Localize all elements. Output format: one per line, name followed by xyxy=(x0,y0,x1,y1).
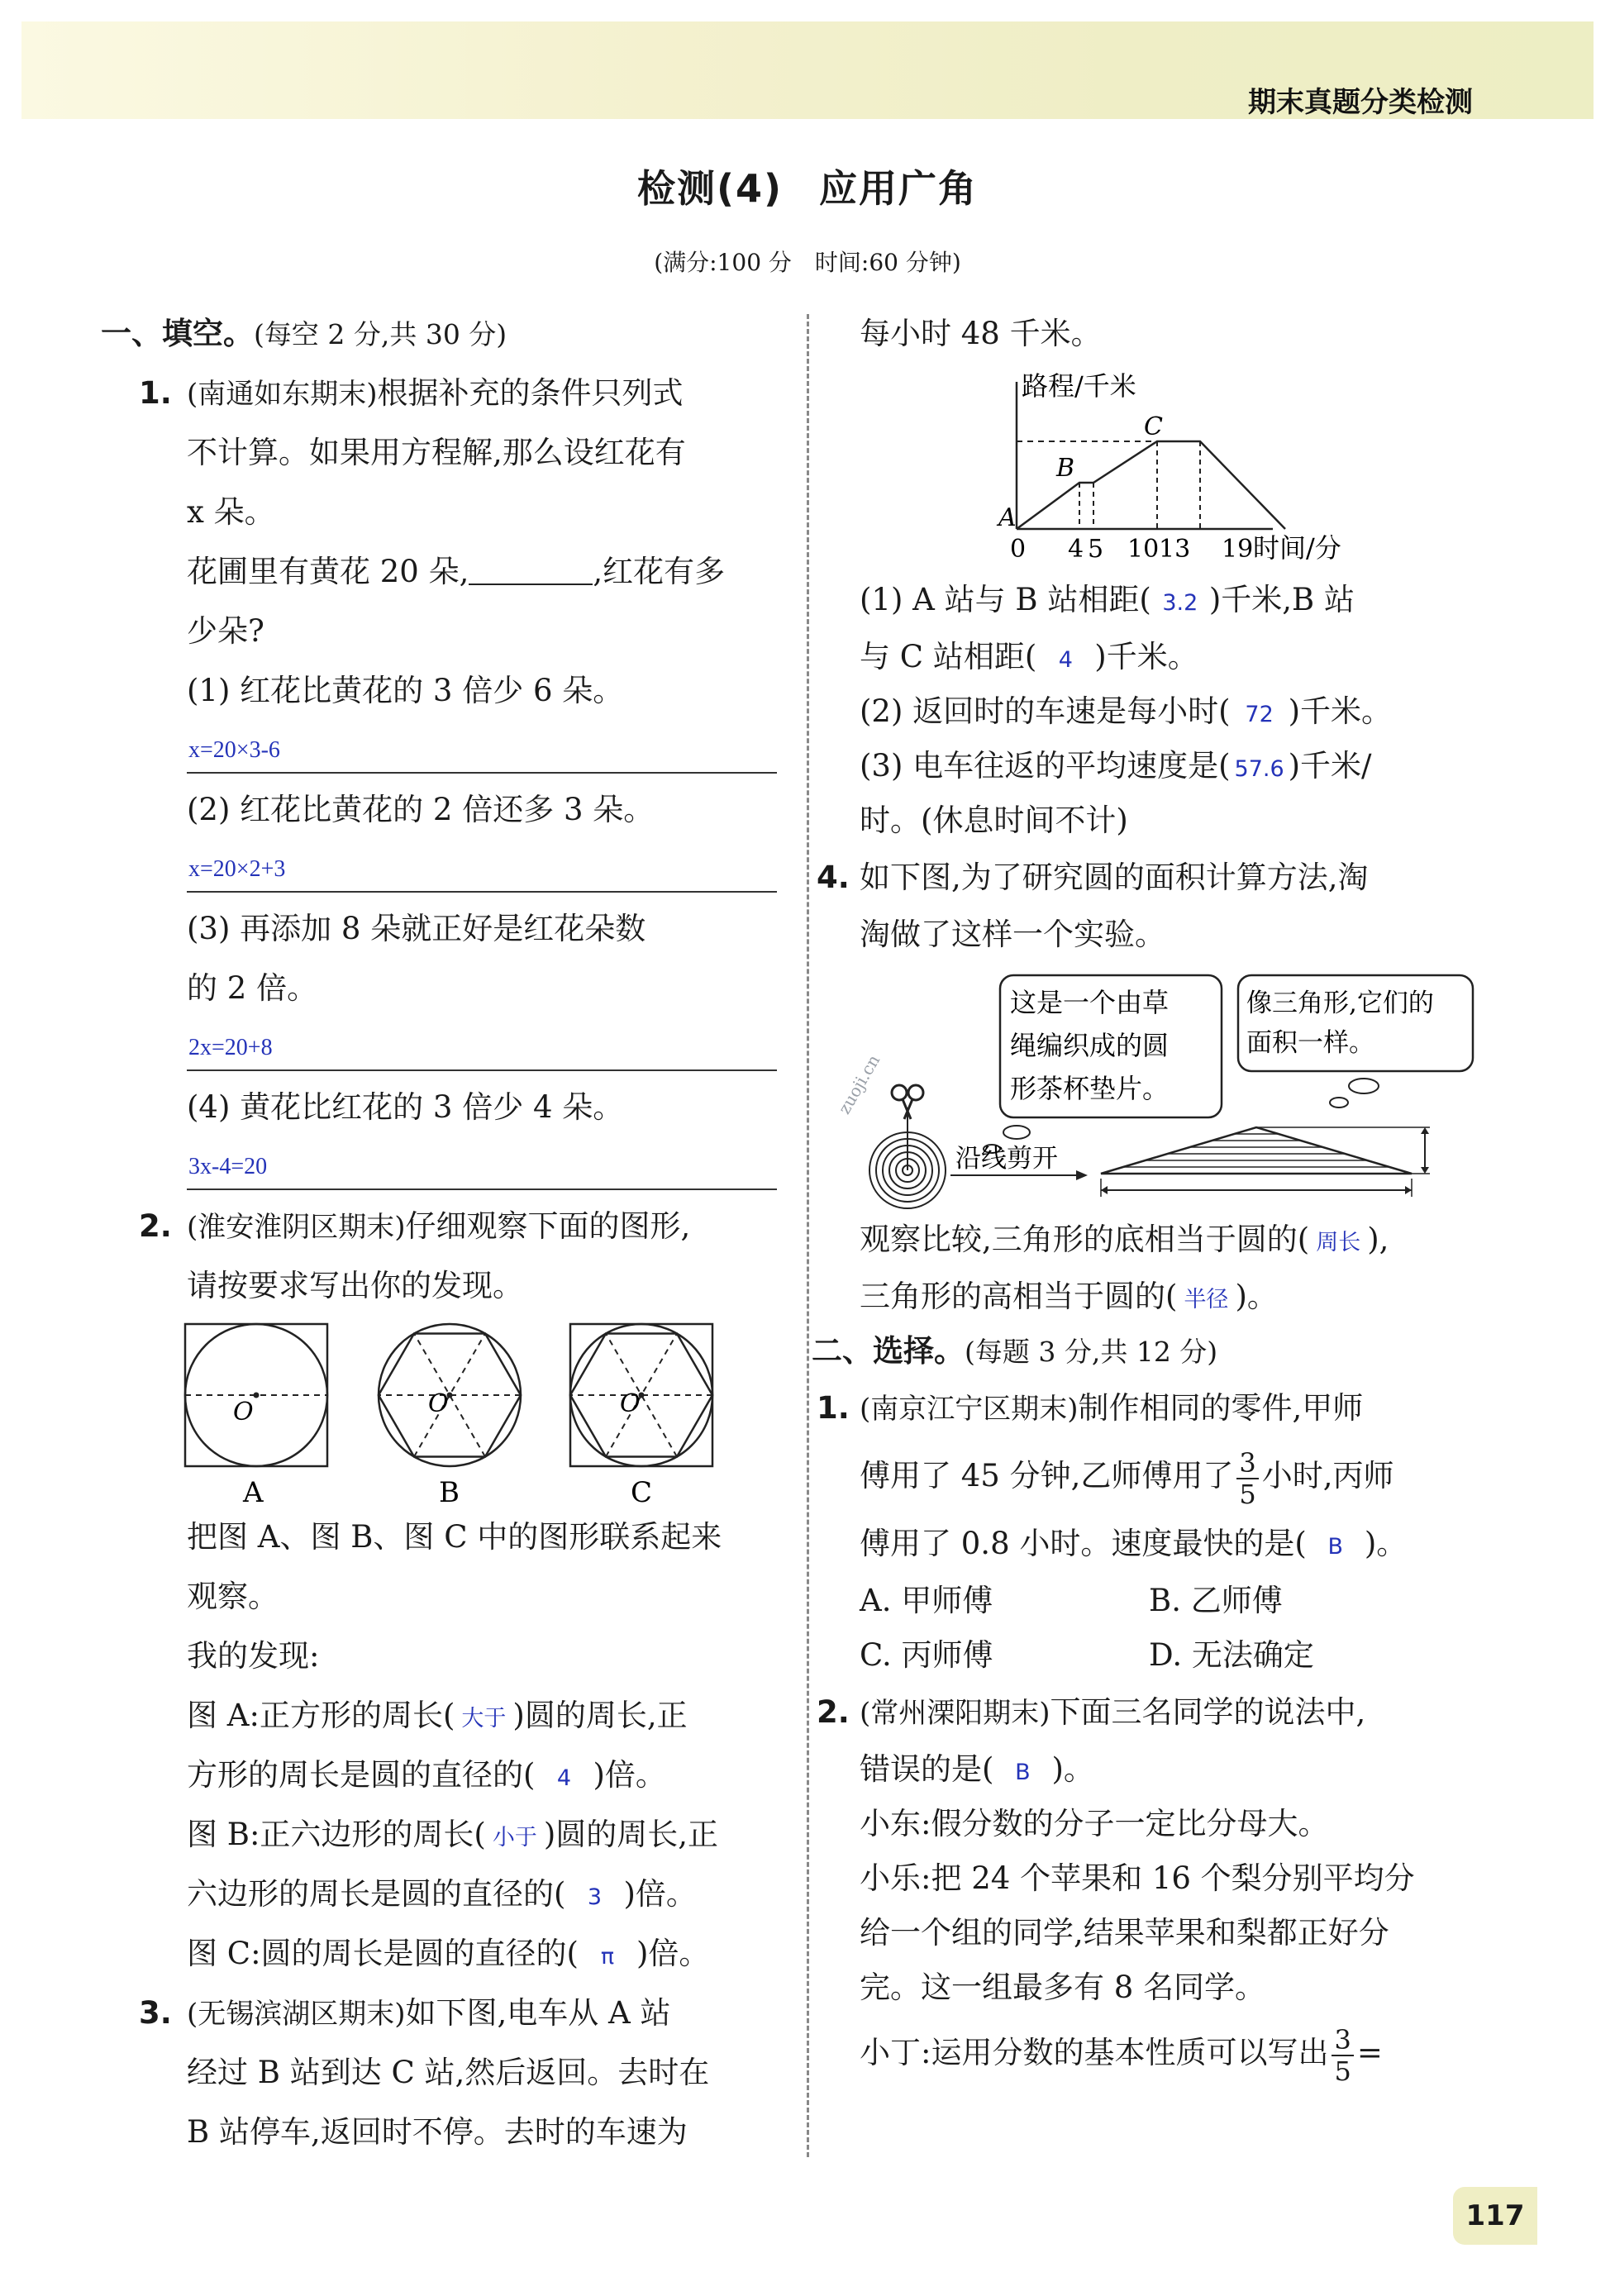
q1-source: (南通如东期末) xyxy=(187,378,378,411)
q3-line2: 经过 B 站到达 C 站,然后返回。去时在 xyxy=(187,2055,710,2090)
q2-lineA1 xyxy=(149,1686,777,1746)
q1-line4 xyxy=(149,542,777,602)
q1-text4a: 花圃里有黄花 20 朵, xyxy=(187,554,469,589)
q1-answer1 xyxy=(187,721,777,780)
q4-ans2: 半径 xyxy=(1184,1287,1229,1312)
c2-line6: 完。这一组最多有 8 名同学。 xyxy=(860,1970,1266,2005)
c1-frac-den: 5 xyxy=(1239,1478,1256,1510)
q3-line3: B 站停车,返回时不停。去时的车速为 xyxy=(187,2114,688,2150)
q3-text1: 如下图,电车从 A 站 xyxy=(405,1995,671,2031)
q3-sub3-post: )千米/ xyxy=(1288,748,1372,784)
page-title xyxy=(0,159,1615,213)
q1-sub4: (4) 黄花比红花的 3 倍少 4 朵。 xyxy=(187,1089,624,1125)
graph-tick-19: 19 xyxy=(1222,535,1254,564)
q3-sub1-pre: (1) A 站与 B 站相距( xyxy=(860,582,1151,617)
coaster-circle xyxy=(869,1108,946,1208)
c1-text2a: 傅用了 45 分钟,乙师傅用了 xyxy=(860,1458,1234,1493)
q2-figures xyxy=(182,1316,777,1508)
bubble-2 xyxy=(1238,975,1473,1108)
q3-ans2: 72 xyxy=(1245,702,1274,727)
q1-line5: 少朵? xyxy=(187,613,264,649)
q1-answer2 xyxy=(187,840,777,899)
q2-source: (淮安淮阴区期末) xyxy=(187,1211,406,1244)
q4-text3b: ), xyxy=(1367,1222,1389,1257)
section2-title: 二、选择。 xyxy=(812,1333,965,1369)
q2-line2: 请按要求写出你的发现。 xyxy=(187,1268,523,1303)
c1-line1 xyxy=(817,1379,1475,1438)
graph-tick-13: 13 xyxy=(1159,535,1191,564)
c2-text2b: )。 xyxy=(1051,1751,1094,1787)
q4-text4b: )。 xyxy=(1235,1279,1278,1314)
q2-a2-pre: 方形的周长是圆的直径的( xyxy=(187,1757,536,1793)
header-label: 期末真题分类检测 xyxy=(1248,86,1473,119)
bubble2-line1: 像三角形,它们的 xyxy=(1246,988,1434,1018)
c1-line3 xyxy=(860,1514,1475,1574)
c1-text2b: 小时,丙师 xyxy=(1261,1458,1394,1493)
q2-a1-pre: 图 A:正方形的周长( xyxy=(187,1698,455,1733)
bubble1-line1: 这是一个由草 xyxy=(1010,987,1170,1018)
q2-line4: 观察。 xyxy=(187,1579,279,1614)
q4-ans1: 周长 xyxy=(1316,1230,1361,1255)
q3-sub3-pre: (3) 电车往返的平均速度是( xyxy=(860,748,1231,784)
graph-xlabel: 时间/分 xyxy=(1253,532,1341,564)
graph-point-b: B xyxy=(1056,454,1075,483)
q2-c1-answer: π xyxy=(600,1944,615,1970)
c2-line2 xyxy=(860,1742,1475,1797)
q2-b1-post: )圆的周长,正 xyxy=(543,1817,719,1852)
c2-number: 2. xyxy=(817,1694,850,1730)
q2-number: 2. xyxy=(139,1208,172,1244)
c1-options-row2 xyxy=(860,1628,1475,1683)
q4-line3 xyxy=(860,1210,1475,1269)
q2-figures-svg xyxy=(182,1316,777,1508)
q1-answer3 xyxy=(187,1018,777,1078)
q3-graph-svg xyxy=(860,364,1471,570)
c2-text2a: 错误的是( xyxy=(860,1751,994,1787)
q1-text1: 根据补充的条件只列式 xyxy=(377,375,684,411)
q2-lineC1 xyxy=(149,1924,777,1984)
c1-options-row1 xyxy=(860,1574,1475,1628)
q3-ans1a: 3.2 xyxy=(1162,590,1198,616)
q2-line5: 我的发现: xyxy=(187,1638,320,1674)
c1-line2 xyxy=(860,1438,1475,1514)
q3-number: 3. xyxy=(139,1995,172,2031)
section2-note: (每题 3 分,共 12 分) xyxy=(965,1336,1218,1368)
q4-number: 4. xyxy=(817,860,850,895)
q2-a2-answer: 4 xyxy=(556,1765,572,1791)
page-number: 117 xyxy=(1453,2187,1537,2245)
q2-c1-post: )倍。 xyxy=(636,1936,710,1971)
q3-sub2-pre: (2) 返回时的车速是每小时( xyxy=(860,693,1231,729)
q4-text3a: 观察比较,三角形的底相当于圆的( xyxy=(860,1222,1310,1257)
q3-sub1d: )千米。 xyxy=(1094,639,1198,674)
bubble1-line3: 形茶杯垫片。 xyxy=(1010,1073,1170,1104)
q1-sub3a: (3) 再添加 8 朵就正好是红花朵数 xyxy=(187,911,646,946)
q2-b1-answer: 小于 xyxy=(492,1825,537,1851)
q1-line1 xyxy=(139,364,777,423)
q1-ans3-text: 2x=20+8 xyxy=(188,1035,273,1060)
q4-line4 xyxy=(860,1269,1475,1324)
figure-a xyxy=(185,1324,327,1508)
figure-b-center: O xyxy=(428,1389,449,1418)
q1-ans2-text: x=20×2+3 xyxy=(188,856,286,882)
page-subtitle: (满分:100 分 时间:60 分钟) xyxy=(654,249,961,276)
graph-tick-10: 10 xyxy=(1127,535,1160,564)
figure-b xyxy=(379,1324,521,1508)
q3-ans3: 57.6 xyxy=(1234,756,1284,782)
q1-sub2: (2) 红花比黄花的 2 倍还多 3 朵。 xyxy=(187,792,655,827)
q1-line3: x 朵。 xyxy=(187,494,275,530)
section1-note: (每空 2 分,共 30 分) xyxy=(254,318,507,350)
c2-line3: 小东:假分数的分子一定比分母大。 xyxy=(860,1806,1329,1841)
q2-b2-post: )倍。 xyxy=(623,1876,697,1912)
q1-ans4-text: 3x-4=20 xyxy=(188,1154,268,1179)
q1-sub3b: 的 2 倍。 xyxy=(187,970,318,1006)
q4-text4a: 三角形的高相当于圆的( xyxy=(860,1279,1178,1314)
c1-option-c: C. 丙师傅 xyxy=(860,1637,993,1673)
section2-heading xyxy=(812,1324,1475,1379)
c1-text3b: )。 xyxy=(1364,1526,1408,1561)
graph-point-a: A xyxy=(998,503,1017,532)
q2-a1-answer: 大于 xyxy=(461,1706,507,1732)
title-part2: 应用广角 xyxy=(819,166,979,211)
q3-sub1-post: )千米,B 站 xyxy=(1208,582,1355,617)
q2-c1-pre: 图 C:圆的周长是圆的直径的( xyxy=(187,1936,579,1971)
q3-sub3-cont: 时。(休息时间不计) xyxy=(860,803,1128,838)
q4-line2: 淘做了这样一个实验。 xyxy=(860,917,1165,952)
q1-ans1-text: x=20×3-6 xyxy=(188,737,280,763)
q1-number: 1. xyxy=(139,375,172,411)
c2-line7 xyxy=(860,2015,1475,2091)
section1-heading xyxy=(101,304,777,364)
q2-lineB1 xyxy=(149,1805,777,1865)
q2-line1 xyxy=(139,1197,777,1256)
c2-answer: B xyxy=(1015,1760,1031,1785)
c2-text1: 下面三名同学的说法中, xyxy=(1050,1694,1366,1730)
figure-c-label: C xyxy=(631,1476,653,1508)
figure-a-label: A xyxy=(243,1476,264,1508)
q3-sub1-cont xyxy=(860,630,1475,684)
c2-frac-den: 5 xyxy=(1334,2055,1351,2087)
c1-text3a: 傅用了 0.8 小时。速度最快的是( xyxy=(860,1526,1307,1561)
figure-c-center: O xyxy=(620,1389,641,1418)
c1-text1: 制作相同的零件,甲师 xyxy=(1078,1390,1364,1426)
scissors-icon xyxy=(892,1085,923,1119)
q3-sub1c: 与 C 站相距( xyxy=(860,639,1037,674)
q4-line1 xyxy=(817,848,1475,907)
column-divider xyxy=(807,314,809,2157)
q2-line3: 把图 A、图 B、图 C 中的图形联系起来 xyxy=(187,1519,722,1555)
cut-label: 沿线剪开 xyxy=(955,1144,1058,1174)
q3-sub2 xyxy=(860,684,1475,739)
figure-b-label: B xyxy=(439,1476,460,1508)
bubble-1 xyxy=(984,975,1222,1153)
c2-source: (常州溧阳期末) xyxy=(860,1697,1050,1730)
q1-blank xyxy=(469,555,593,585)
q4-figure xyxy=(860,962,1475,1210)
q3-graph xyxy=(860,364,1475,570)
c1-option-a: A. 甲师傅 xyxy=(860,1583,993,1618)
q2-lineB2 xyxy=(149,1865,777,1924)
bubble2-line2: 面积一样。 xyxy=(1246,1028,1374,1058)
q2-a1-post: )圆的周长,正 xyxy=(512,1698,688,1733)
q2-b2-pre: 六边形的周长是圆的直径的( xyxy=(187,1876,566,1912)
graph-tick-5: 5 xyxy=(1088,535,1104,564)
figure-c xyxy=(570,1324,712,1508)
q1-answer4 xyxy=(187,1137,777,1197)
q3-line4: 每小时 48 千米。 xyxy=(860,316,1102,351)
q3-sub1 xyxy=(860,570,1475,630)
c2-line5: 给一个组的同学,结果苹果和梨都正好分 xyxy=(860,1915,1389,1951)
graph-tick-0: 0 xyxy=(1010,535,1027,564)
c1-source: (南京江宁区期末) xyxy=(860,1393,1079,1426)
q3-sub3 xyxy=(860,739,1475,793)
c2-line1 xyxy=(817,1683,1475,1742)
graph-point-c: C xyxy=(1144,412,1163,441)
q3-line1 xyxy=(139,1984,777,2043)
q2-b2-answer: 3 xyxy=(587,1884,603,1910)
q3-source: (无锡滨湖区期末) xyxy=(187,1998,406,2031)
bubble1-line2: 绳编织成的圆 xyxy=(1010,1030,1170,1061)
c1-answer: B xyxy=(1327,1534,1344,1560)
graph-ylabel: 路程/千米 xyxy=(1022,370,1136,402)
watermark: zuoji.cn xyxy=(834,1051,884,1117)
q2-text1: 仔细观察下面的图形, xyxy=(405,1208,691,1244)
c2-frac-num: 3 xyxy=(1332,2027,1353,2056)
c2-text7a: 小丁:运用分数的基本性质可以写出 xyxy=(860,2035,1329,2070)
q2-lineA2 xyxy=(149,1746,777,1805)
q3-ans1b: 4 xyxy=(1058,647,1073,673)
figure-a-center: O xyxy=(233,1398,254,1427)
triangle-figure xyxy=(1101,1127,1430,1197)
section1-title: 一、填空。 xyxy=(101,316,254,351)
graph-tick-4: 4 xyxy=(1068,535,1084,564)
c2-line4: 小乐:把 24 个苹果和 16 个梨分别平均分 xyxy=(860,1860,1415,1896)
c2-text7b: = xyxy=(1356,2035,1383,2070)
c1-fraction xyxy=(1236,1446,1258,1510)
left-column xyxy=(101,304,777,2162)
c1-option-d: D. 无法确定 xyxy=(1149,1637,1314,1673)
q4-text1: 如下图,为了研究圆的面积计算方法,淘 xyxy=(860,860,1369,895)
q3-sub2-post: )千米。 xyxy=(1288,693,1393,729)
c1-option-b: B. 乙师傅 xyxy=(1149,1583,1283,1618)
q1-sub1: (1) 红花比黄花的 3 倍少 6 朵。 xyxy=(187,673,624,708)
q4-figure-svg xyxy=(860,962,1475,1210)
c1-frac-num: 3 xyxy=(1236,1450,1258,1479)
title-part1: 检测(4) xyxy=(636,166,784,211)
q1-line2: 不计算。如果用方程解,那么设红花有 xyxy=(187,435,686,470)
c1-number: 1. xyxy=(817,1390,850,1426)
q1-text4b: ,红花有多 xyxy=(593,554,726,589)
q2-a2-post: )倍。 xyxy=(593,1757,666,1793)
c2-fraction xyxy=(1332,2023,1353,2087)
q2-b1-pre: 图 B:正六边形的周长( xyxy=(187,1817,486,1852)
